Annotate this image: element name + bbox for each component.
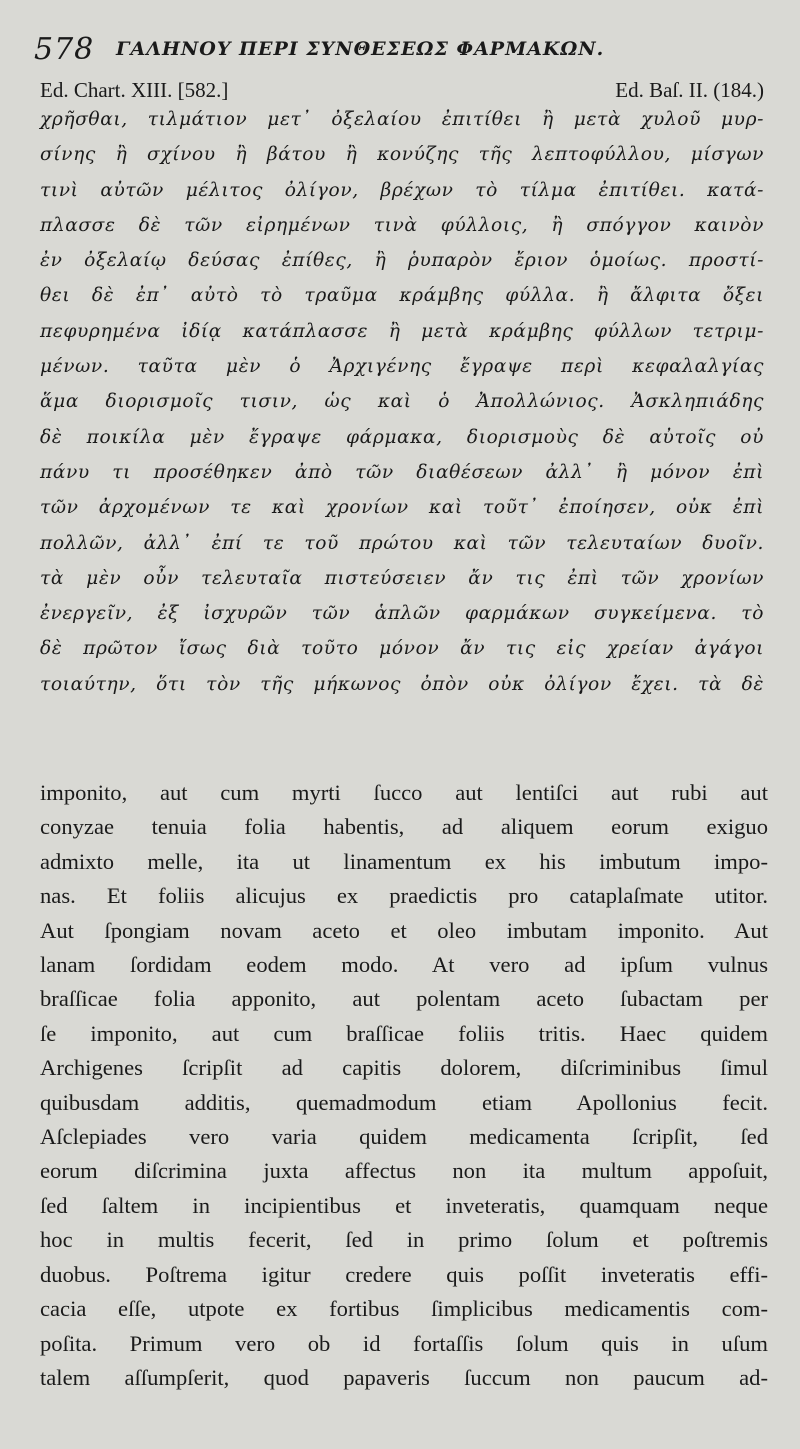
greek-line: μένων. ταῦτα μὲν ὁ Ἀρχιγένης ἔγραψε περὶ κεφαλαλγίας [40,356,764,378]
latin-line: poſita. Primum vero ob id fortaſſis ſolum quis in uſum [40,1330,768,1356]
page-header [34,28,734,68]
greek-line: τοιαύτην, ὅτι τὸν τῆς μήκωνος ὀπὸν οὐκ ὀλίγον ἔχει. τὰ δὲ [40,673,764,695]
greek-line: πάνυ τι προσέθηκεν ἀπὸ τῶν διαθέσεων ἀλλ᾿ ἢ μόνον ἐπὶ [40,461,764,483]
latin-line: conyzae tenuia folia habentis, ad aliquem eorum exiguo [40,814,768,840]
greek-line: τὰ μὲν οὖν τελευταῖα πιστεύσειεν ἄν τις ἐπὶ τῶν χρονίων [40,567,764,589]
latin-line: duobus. Poſtrema igitur credere quis poſſit inveteratis effi- [40,1261,768,1287]
latin-line: lanam ſordidam eodem modo. At vero ad ipſum vulnus [40,952,768,978]
edition-reference-basel: Ed. Baſ. II. (184.) [615,78,764,102]
greek-line: τῶν ἀρχομένων τε καὶ χρονίων καὶ τοῦτ᾿ ἐποίησεν, οὐκ ἐπὶ [40,497,764,519]
latin-line: nas. Et foliis alicujus ex praedictis pro cataplaſmate utitor. [40,883,768,909]
greek-line: δὲ πρῶτον ἴσως διὰ τοῦτο μόνον ἄν τις εἰς χρείαν ἀγάγοι [40,638,764,660]
greek-line: τινὶ αὐτῶν μέλιτος ὀλίγον, βρέχων τὸ τίλμα ἐπιτίθει. κατά- [40,179,764,201]
latin-text-block [40,776,768,1395]
latin-line: Aut ſpongiam novam aceto et oleo imbutam imponito. Aut [40,917,768,943]
greek-line: ἅμα διορισμοῖς τισιν, ὡς καὶ ὁ Ἀπολλώνιος. Ἀσκληπιάδης [40,391,764,413]
greek-line: θει δὲ ἐπ᾿ αὐτὸ τὸ τραῦμα κράμβης φύλλα. ἢ ἄλφιτα ὄξει [40,285,764,307]
greek-line: σίνης ἢ σχίνου ἢ βάτου ἢ κονύζης τῆς λεπτοφύλλου, μίσγων [40,144,764,166]
latin-line: eorum diſcrimina juxta affectus non ita multum appoſuit, [40,1158,768,1184]
greek-line: πεφυρημένα ἰδίᾳ κατάπλασσε ἢ μετὰ κράμβης φύλλων τετριμ- [40,320,764,342]
latin-line: Aſclepiades vero varia quidem medicamenta ſcripſit, ſed [40,1124,768,1150]
latin-line: imponito, aut cum myrti ſucco aut lentiſci aut rubi aut [40,780,768,805]
running-title: ΓΑΛΗΝΟΥ ΠΕΡΙ ΣΥΝΘΕΣΕΩΣ ΦΑΡΜΑΚΩΝ. [116,38,605,60]
page-number: 578 [34,32,95,67]
greek-line: ἐν ὀξελαίῳ δεύσας ἐπίθες, ἢ ῥυπαρὸν ἔριον ὁμοίως. προστί- [40,250,764,272]
latin-line: quibusdam additis, quemadmodum etiam Apollonius fecit. [40,1089,768,1115]
greek-line: πολλῶν, ἀλλ᾿ ἐπί τε τοῦ πρώτου καὶ τῶν τελευταίων δυοῖν. [40,532,764,554]
greek-text-block [40,102,764,702]
greek-line: ἐνεργεῖν, ἐξ ἰσχυρῶν τῶν ἁπλῶν φαρμάκων συγκείμενα. τὸ [40,603,764,625]
greek-line: πλασσε δὲ τῶν εἰρημένων τινὰ φύλλοις, ἢ σπόγγον καινὸν [40,214,764,236]
greek-line: χρῆσθαι, τιλμάτιον μετ᾿ ὀξελαίου ἐπιτίθει ἢ μετὰ χυλοῦ μυρ- [40,109,764,130]
latin-line: cacia eſſe, utpote ex fortibus ſimplicibus medicamentis com- [40,1296,768,1322]
latin-line: ſe imponito, aut cum braſſicae foliis tritis. Haec quidem [40,1020,768,1046]
latin-line: hoc in multis fecerit, ſed in primo ſolum et poſtremis [40,1227,768,1253]
latin-line: ſed ſaltem in incipientibus et inveteratis, quamquam neque [40,1192,768,1218]
latin-line: admixto melle, ita ut linamentum ex his imbutum impo- [40,848,768,874]
greek-line: δὲ ποικίλα μὲν ἔγραψε φάρμακα, διορισμοὺς δὲ αὐτοῖς οὐ [40,426,764,448]
latin-line: Archigenes ſcripſit ad capitis dolorem, diſcriminibus ſimul [40,1055,768,1081]
latin-line: talem aſſumpſerit, quod papaveris ſuccum non paucum ad- [40,1364,768,1390]
latin-line: braſſicae folia apponito, aut polentam aceto ſubactam per [40,986,768,1012]
edition-reference-chartier: Ed. Chart. XIII. [582.] [40,78,229,102]
